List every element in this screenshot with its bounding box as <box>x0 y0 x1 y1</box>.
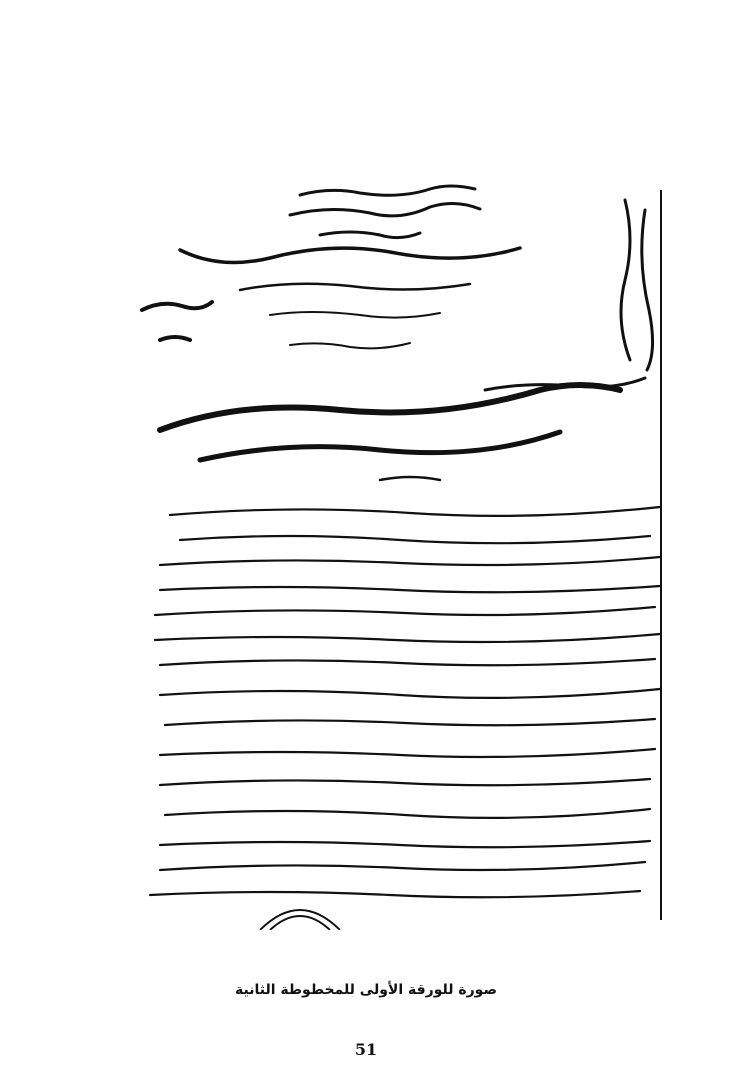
manuscript-image <box>120 160 675 930</box>
title-block <box>142 186 520 348</box>
page-number: 51 <box>354 1040 378 1059</box>
seal-stamp <box>260 910 340 930</box>
manuscript-text-lines <box>150 507 660 897</box>
waqf-inscription <box>160 378 645 480</box>
margin-inscription <box>621 200 653 370</box>
figure-caption: صورة للورقة الأولى للمخطوطة الثانية <box>235 982 497 998</box>
